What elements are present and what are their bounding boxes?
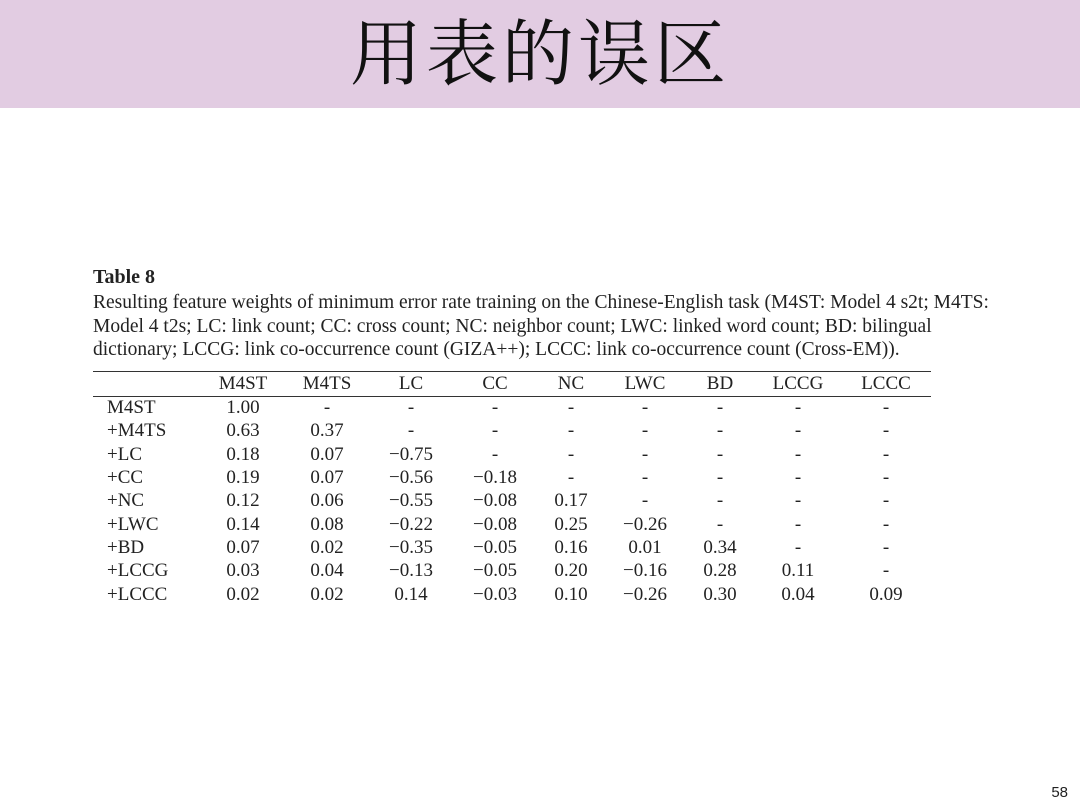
- table-row: [93, 466, 931, 489]
- weight-cell: 0.04: [781, 583, 815, 605]
- weight-cell: -: [794, 420, 802, 442]
- weight-cell: -: [323, 397, 331, 419]
- weight-cell: 0.63: [226, 420, 260, 442]
- row-header-cell: +LC: [107, 443, 142, 465]
- weight-cell: -: [794, 490, 802, 512]
- weight-cell: −0.75: [389, 443, 433, 465]
- weight-cell: 0.07: [310, 467, 344, 489]
- weight-cell: −0.03: [473, 583, 517, 605]
- table-row: [93, 443, 931, 466]
- weight-cell: 0.14: [226, 513, 260, 535]
- weight-cell: 0.04: [310, 560, 344, 582]
- weight-cell: -: [794, 513, 802, 535]
- weight-cell: −0.26: [623, 583, 667, 605]
- row-header-cell: +LCCG: [107, 560, 169, 582]
- weight-cell: -: [567, 467, 575, 489]
- weight-cell: 0.34: [703, 536, 737, 558]
- table-body: [93, 396, 931, 606]
- weight-cell: -: [716, 490, 724, 512]
- weight-cell: -: [567, 420, 575, 442]
- weight-cell: -: [641, 490, 649, 512]
- weight-cell: -: [491, 397, 499, 419]
- weight-cell: −0.08: [473, 490, 517, 512]
- weight-cell: −0.35: [389, 536, 433, 558]
- weight-cell: 1.00: [226, 397, 260, 419]
- weight-cell: -: [641, 443, 649, 465]
- weight-cell: -: [407, 420, 415, 442]
- weight-cell: 0.16: [554, 536, 588, 558]
- weight-cell: -: [491, 443, 499, 465]
- table-row: [93, 396, 931, 420]
- weight-cell: -: [641, 467, 649, 489]
- column-header: M4TS: [285, 371, 369, 396]
- weight-cell: 0.14: [394, 583, 428, 605]
- weight-cell: 0.08: [310, 513, 344, 535]
- weight-cell: -: [882, 443, 890, 465]
- weight-cell: −0.55: [389, 490, 433, 512]
- row-header-cell: +LWC: [107, 513, 159, 535]
- weight-cell: -: [882, 536, 890, 558]
- weight-cell: -: [641, 420, 649, 442]
- weight-cell: 0.30: [703, 583, 737, 605]
- weight-cell: −0.05: [473, 536, 517, 558]
- column-header: LCCG: [755, 371, 841, 396]
- weight-cell: -: [794, 397, 802, 419]
- column-header: [93, 371, 201, 396]
- weight-cell: 0.37: [310, 420, 344, 442]
- weight-cell: −0.16: [623, 560, 667, 582]
- weight-cell: -: [407, 397, 415, 419]
- weight-cell: -: [882, 467, 890, 489]
- weight-cell: 0.02: [310, 536, 344, 558]
- table-label: Table 8: [93, 266, 156, 288]
- weight-cell: -: [794, 536, 802, 558]
- weight-cell: 0.02: [226, 583, 260, 605]
- weight-cell: -: [491, 420, 499, 442]
- column-header: LWC: [605, 371, 685, 396]
- weight-cell: 0.09: [869, 583, 903, 605]
- weight-cell: -: [716, 443, 724, 465]
- table-row: [93, 490, 931, 513]
- weight-cell: 0.01: [628, 536, 662, 558]
- table-row: [93, 420, 931, 443]
- row-header-cell: M4ST: [107, 397, 156, 419]
- row-header-cell: +LCCC: [107, 583, 168, 605]
- table-figure: [93, 266, 993, 606]
- weight-cell: 0.17: [554, 490, 588, 512]
- weight-cell: -: [716, 513, 724, 535]
- table-caption: Resulting feature weights of minimum error rate training on the Chinese-English task (M4ST: Model 4 s2t; M4TS: Model 4 t2s; LC: link count; CC: cross count; NC: neighbor count; LWC: linked word count; BD: bilingual dictionary; LCCG: link co-occurrence count (GIZA++); LCCC: link co-occurrence count (Cross-EM)).: [93, 292, 989, 360]
- table-row: [93, 513, 931, 536]
- table-row: [93, 536, 931, 559]
- weight-cell: 0.07: [226, 536, 260, 558]
- weight-cell: −0.18: [473, 467, 517, 489]
- weight-cell: 0.18: [226, 443, 260, 465]
- weight-cell: 0.10: [554, 583, 588, 605]
- weight-cell: -: [716, 420, 724, 442]
- weight-cell: 0.03: [226, 560, 260, 582]
- weight-cell: -: [567, 397, 575, 419]
- weight-cell: 0.12: [226, 490, 260, 512]
- weight-cell: −0.08: [473, 513, 517, 535]
- slide-title: 用表的误区: [349, 12, 730, 96]
- weight-cell: -: [716, 397, 724, 419]
- column-header: M4ST: [201, 371, 285, 396]
- weight-cell: 0.19: [226, 467, 260, 489]
- weight-cell: 0.20: [554, 560, 588, 582]
- page-number: 58: [1051, 784, 1068, 801]
- column-header: LC: [369, 371, 453, 396]
- weight-cell: -: [641, 397, 649, 419]
- weight-cell: -: [882, 560, 890, 582]
- weight-cell: 0.25: [554, 513, 588, 535]
- row-header-cell: +M4TS: [107, 420, 167, 442]
- weight-cell: -: [882, 513, 890, 535]
- weight-cell: 0.02: [310, 583, 344, 605]
- weight-cell: -: [716, 467, 724, 489]
- row-header-cell: +BD: [107, 536, 145, 558]
- column-header: CC: [453, 371, 537, 396]
- weight-cell: -: [567, 443, 575, 465]
- row-header-cell: +CC: [107, 467, 144, 489]
- weight-cell: −0.05: [473, 560, 517, 582]
- weight-cell: −0.22: [389, 513, 433, 535]
- weight-cell: -: [882, 397, 890, 419]
- weight-cell: 0.11: [781, 560, 815, 582]
- weight-cell: 0.07: [310, 443, 344, 465]
- table-row: [93, 560, 931, 583]
- weight-cell: -: [794, 467, 802, 489]
- weight-cell: -: [882, 490, 890, 512]
- weight-cell: 0.06: [310, 490, 344, 512]
- weight-cell: −0.26: [623, 513, 667, 535]
- weight-cell: 0.28: [703, 560, 737, 582]
- column-header: BD: [685, 371, 755, 396]
- weight-cell: −0.56: [389, 467, 433, 489]
- column-header: LCCC: [841, 371, 931, 396]
- weight-cell: -: [794, 443, 802, 465]
- column-header: NC: [537, 371, 605, 396]
- table-header-row: [93, 371, 931, 396]
- row-header-cell: +NC: [107, 490, 145, 512]
- feature-weights-table: [93, 371, 931, 607]
- weight-cell: -: [882, 420, 890, 442]
- table-row: [93, 583, 931, 606]
- weight-cell: −0.13: [389, 560, 433, 582]
- slide-title-band: [0, 0, 1080, 108]
